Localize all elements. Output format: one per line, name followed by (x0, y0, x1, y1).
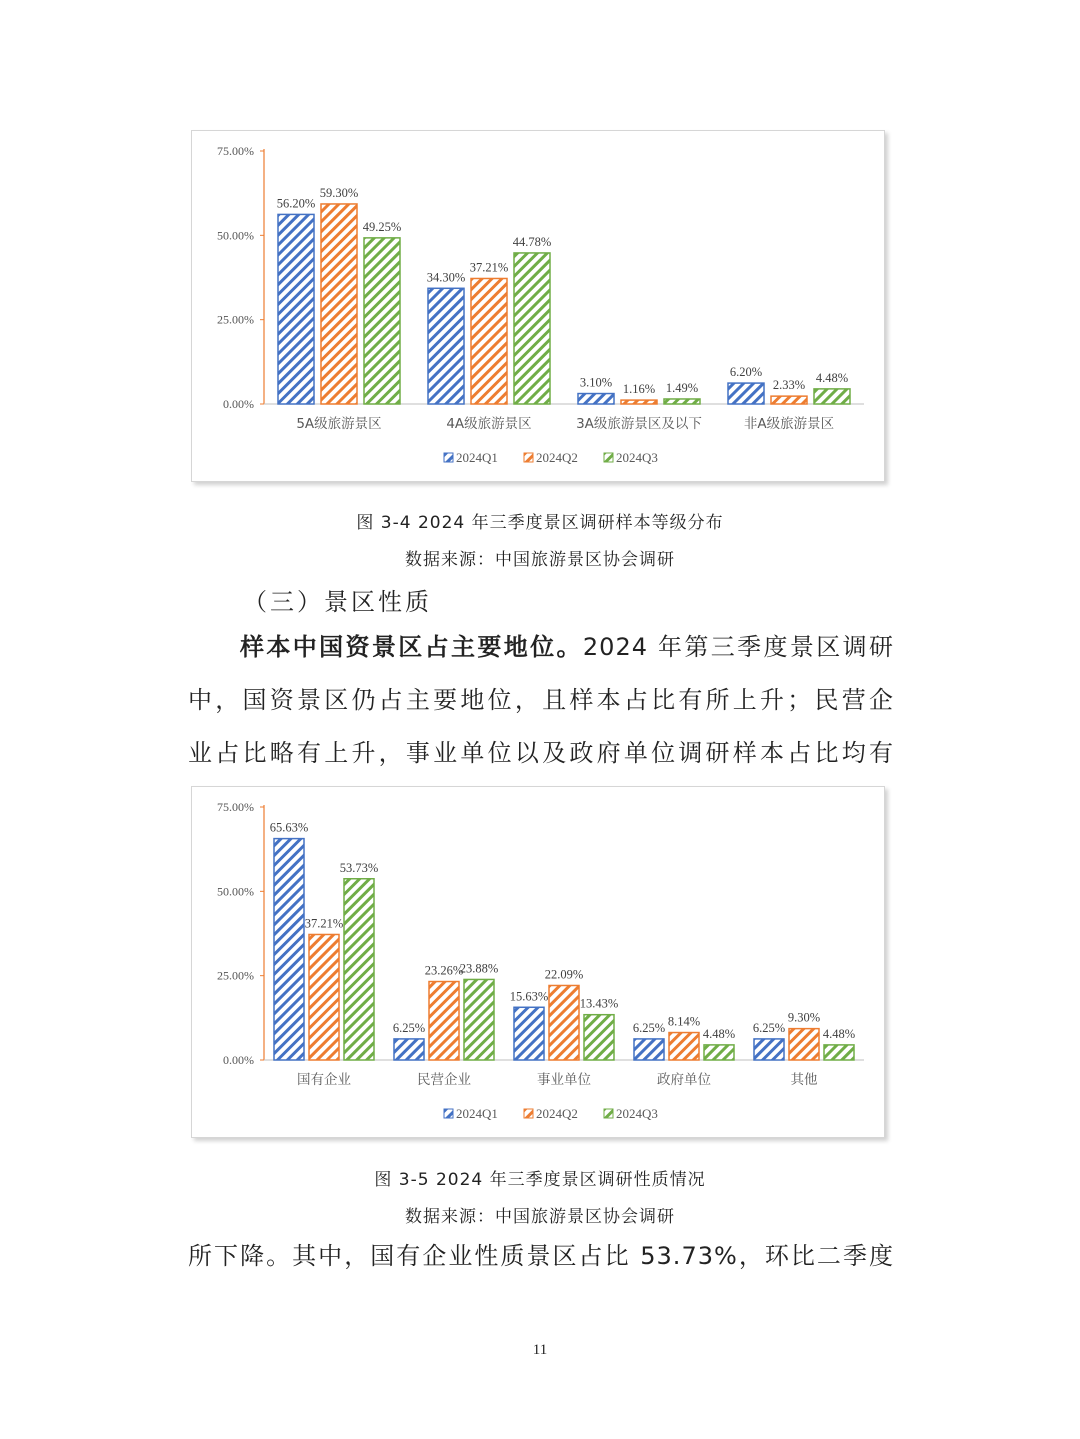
legend-swatch-2024q3 (604, 1109, 613, 1118)
paragraph-line-1 (240, 627, 894, 667)
bar-2024q1 (274, 839, 304, 1060)
y-tick-label: 25.00% (217, 312, 254, 327)
data-label: 6.25% (752, 1020, 786, 1035)
bar-2024q2 (771, 396, 807, 404)
data-label: 9.30% (787, 1010, 821, 1025)
bar-2024q3 (814, 389, 850, 404)
chart-level-distribution-svg (192, 131, 884, 481)
page-number: 11 (532, 1342, 548, 1358)
data-label: 23.26% (424, 963, 464, 978)
figure-3-4-caption: 图 3-4 2024 年三季度景区调研样本等级分布 (356, 513, 724, 533)
legend-swatch-2024q1 (444, 453, 453, 462)
category-label: 其他 (790, 1072, 818, 1088)
category-label: 非A级旅游景区 (743, 416, 835, 432)
category-label: 民营企业 (417, 1072, 471, 1088)
paragraph-line-2: 中，国资景区仍占主要地位，且样本占比有所上升；民营企 (188, 686, 894, 714)
bar-2024q3 (824, 1045, 854, 1060)
y-tick-label: 50.00% (217, 228, 254, 243)
data-label: 22.09% (544, 967, 584, 982)
category-label: 事业单位 (537, 1072, 591, 1088)
category-label: 5A级旅游景区 (296, 416, 382, 432)
category-label: 国有企业 (297, 1072, 351, 1088)
bar-2024q1 (278, 214, 314, 404)
legend-label-2024q1: 2024Q1 (456, 1106, 498, 1121)
y-tick-label: 50.00% (217, 884, 254, 899)
data-label: 23.88% (459, 961, 499, 976)
data-label: 8.14% (667, 1014, 701, 1029)
bar-2024q1 (394, 1039, 424, 1060)
bar-2024q2 (789, 1029, 819, 1060)
chart-level-distribution (191, 130, 885, 482)
bar-2024q1 (428, 288, 464, 404)
bar-2024q2 (549, 985, 579, 1060)
bar-2024q1 (514, 1007, 544, 1060)
figure-3-4-source: 数据来源：中国旅游景区协会调研 (405, 550, 675, 570)
data-label: 56.20% (276, 196, 316, 211)
data-label: 2.33% (772, 378, 806, 393)
legend-label-2024q1: 2024Q1 (456, 450, 498, 465)
legend-swatch-2024q2 (524, 453, 533, 462)
bar-2024q3 (344, 879, 374, 1060)
bar-2024q1 (754, 1039, 784, 1060)
legend-swatch-2024q1 (444, 1109, 453, 1118)
y-tick-label: 75.00% (217, 800, 254, 814)
data-label: 59.30% (319, 185, 359, 200)
data-label: 37.21% (469, 260, 509, 275)
bar-2024q1 (634, 1039, 664, 1060)
bar-2024q1 (728, 383, 764, 404)
legend-label-2024q3: 2024Q3 (616, 1106, 658, 1121)
bar-2024q3 (664, 399, 700, 404)
category-label: 4A级旅游景区 (446, 416, 532, 432)
data-label: 37.21% (304, 916, 344, 931)
data-label: 4.48% (815, 370, 849, 385)
category-label: 政府单位 (657, 1072, 711, 1088)
data-label: 4.48% (822, 1026, 856, 1041)
data-label: 34.30% (426, 270, 466, 285)
bar-2024q2 (669, 1033, 699, 1060)
paragraph-line-3: 业占比略有上升，事业单位以及政府单位调研样本占比均有 (188, 739, 894, 767)
paragraph-line-4: 所下降。其中，国有企业性质景区占比 53.73%，环比二季度 (188, 1242, 894, 1270)
legend-label-2024q2: 2024Q2 (536, 450, 578, 465)
legend-label-2024q3: 2024Q3 (616, 450, 658, 465)
chart-nature-distribution-svg (192, 787, 884, 1137)
data-label: 44.78% (512, 234, 552, 249)
paragraph-lead-bold: 样本中国资景区占主要地位。 (240, 633, 583, 661)
bar-2024q3 (704, 1045, 734, 1060)
bar-2024q2 (621, 400, 657, 404)
data-label: 49.25% (362, 219, 402, 234)
paragraph-line-1-rest: 2024 年第三季度景区调研 (582, 633, 895, 661)
data-label: 15.63% (509, 989, 549, 1004)
category-label: 3A级旅游景区及以下 (576, 416, 702, 432)
bar-2024q2 (471, 278, 507, 404)
data-label: 53.73% (339, 860, 379, 875)
data-label: 65.63% (269, 820, 309, 835)
data-label: 6.20% (729, 365, 763, 380)
data-label: 6.25% (632, 1020, 666, 1035)
legend-swatch-2024q2 (524, 1109, 533, 1118)
bar-2024q1 (578, 394, 614, 404)
bar-2024q3 (464, 979, 494, 1060)
figure-3-5-caption: 图 3-5 2024 年三季度景区调研性质情况 (374, 1170, 706, 1190)
data-label: 1.16% (622, 382, 656, 397)
figure-3-5-source: 数据来源：中国旅游景区协会调研 (405, 1207, 675, 1227)
bar-2024q3 (364, 238, 400, 404)
data-label: 3.10% (579, 375, 613, 390)
bar-2024q3 (514, 253, 550, 404)
y-tick-label: 25.00% (217, 968, 254, 983)
y-tick-label: 0.00% (223, 397, 254, 411)
data-label: 1.49% (665, 380, 699, 395)
data-label: 6.25% (392, 1020, 426, 1035)
y-tick-label: 0.00% (223, 1053, 254, 1067)
section-heading: （三）景区性质 (243, 588, 432, 616)
legend-label-2024q2: 2024Q2 (536, 1106, 578, 1121)
chart-nature-distribution (191, 786, 885, 1138)
data-label: 13.43% (579, 996, 619, 1011)
bar-2024q3 (584, 1015, 614, 1060)
legend-swatch-2024q3 (604, 453, 613, 462)
bar-2024q2 (309, 934, 339, 1060)
y-tick-label: 75.00% (217, 144, 254, 158)
bar-2024q2 (321, 204, 357, 404)
data-label: 4.48% (702, 1026, 736, 1041)
bar-2024q2 (429, 982, 459, 1060)
